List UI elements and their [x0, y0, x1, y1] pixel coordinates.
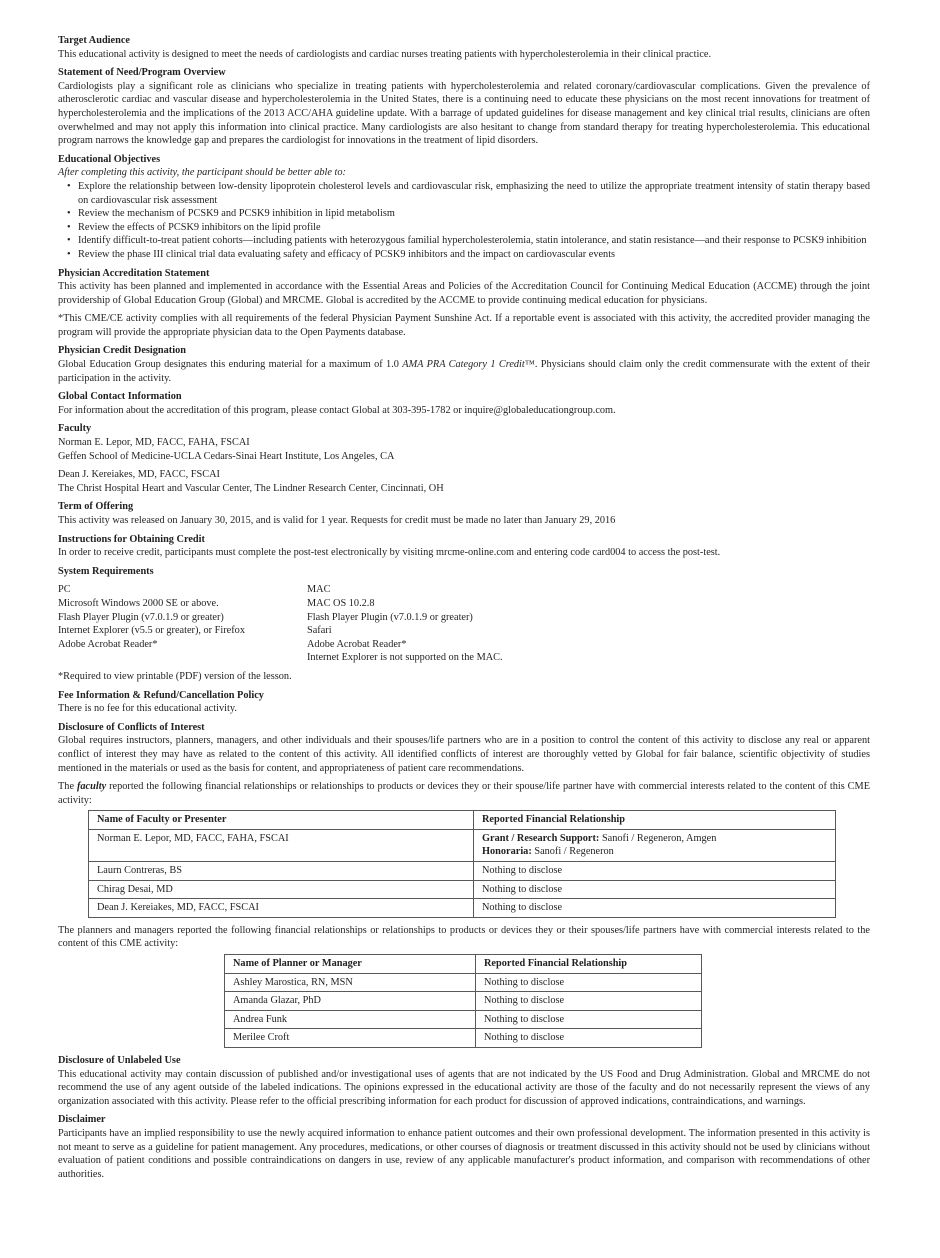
table-header-row: [89, 811, 836, 830]
planner-name-cell: Ashley Marostica, RN, MSN: [225, 973, 476, 992]
section-heading: Term of Offering: [58, 501, 134, 513]
section-sunshine-note: [58, 312, 870, 339]
relationship-cell: Nothing to disclose: [476, 973, 702, 992]
section-faculty: [58, 422, 870, 463]
table-row: [225, 973, 702, 992]
relationship-cell: Nothing to disclose: [474, 880, 836, 899]
planner-name-cell: Merilee Croft: [225, 1029, 476, 1048]
section-heading: Fee Information & Refund/Cancellation Policy: [58, 689, 264, 701]
section-heading: Physician Accreditation Statement: [58, 267, 210, 279]
relationship-cell: [474, 829, 836, 861]
section-unlabeled-use: [58, 1054, 870, 1108]
planner-disclosure-intro: The planners and managers reported the following financial relationships or relationships to products or devices they or their spouses/life partners have with commercial interests related to the content of this CME activity:: [58, 924, 870, 950]
faculty-affiliation: Geffen School of Medicine-UCLA Cedars-Sinai Heart Institute, Los Angeles, CA: [58, 450, 395, 462]
section-body: In order to receive credit, participants must complete the post-test electronically by visiting mrcme-online.com and entering code card004 to access the post-test.: [58, 547, 721, 559]
section-contact: [58, 390, 870, 417]
list-item: • Review the phase III clinical trial data evaluating safety and efficacy of PCSK9 inhibitors and the impact on cardiovascular events: [78, 248, 870, 262]
body-text: The: [58, 781, 77, 793]
table-row: [89, 829, 836, 861]
list-item: • Explore the relationship between low-density lipoprotein cholesterol levels and cardiovascular risk, emphasizing the need to utilize the appropriate treatment intensity of statin therapy based on cardiovascular risk assessment: [78, 180, 870, 207]
section-body: Cardiologists play a significant role as clinicians who specialize in treating patients with hypercholesterolemia and related coronary/cardiovascular complications. Given the prevalence of atherosclerotic cardiac and vascular disease and hypercholesterolemia in the United States, there is a continuing need to educate these physicians on the most recent innovations for treatment of hypercholesterolemia and the implications of the 2013 ACC/AHA guideline update. With a barrage of updated guidelines for disease management and key clinical trial results, clinicians are often overwhelmed and may not apply this information into clinical practice. Many cardiologists are also hesitant to change from standard therapy for treating hypercholesterolemia. This educational program narrows the knowledge gap and prepares the cardiologist for innovations in the treatment of lipid disorders.: [58, 80, 870, 147]
relationship-cell: Nothing to disclose: [476, 992, 702, 1011]
credit-name: AMA PRA Category 1 Credit: [402, 359, 525, 371]
relationship-cell: Nothing to disclose: [476, 1029, 702, 1048]
faculty-name-cell: Laurn Contreras, BS: [89, 862, 474, 881]
section-instructions: [58, 533, 870, 560]
column-header: Reported Financial Relationship: [474, 811, 836, 830]
relationship-line: [482, 832, 827, 846]
section-target-audience: [58, 34, 870, 61]
relationship-label: Honoraria:: [482, 846, 532, 858]
column-header: Name of Faculty or Presenter: [89, 811, 474, 830]
relationship-value: Sanofi / Regeneron, Amgen: [599, 832, 717, 844]
section-heading: Global Contact Information: [58, 391, 182, 403]
requirements-footnote: *Required to view printable (PDF) version of the lesson.: [58, 670, 292, 682]
planner-name-cell: Amanda Glazar, PhD: [225, 992, 476, 1011]
section-conflicts: [58, 721, 870, 775]
requirement-item: Flash Player Plugin (v7.0.1.9 or greater): [58, 611, 224, 623]
section-heading: Educational Objectives: [58, 153, 161, 165]
section-statement-of-need: [58, 66, 870, 148]
faculty-name: Norman E. Lepor, MD, FACC, FAHA, FSCAI: [58, 437, 250, 449]
requirement-item: Microsoft Windows 2000 SE or above.: [58, 597, 219, 609]
section-faculty-2: [58, 468, 870, 495]
list-item: • Identify difficult-to-treat patient cohorts—including patients with heterozygous familial hypercholesterolemia, statin intolerance, and statin resistance—and their response to PCSK9 inhibition: [78, 234, 870, 248]
requirements-columns: [58, 583, 870, 665]
objectives-intro: After completing this activity, the participant should be better able to:: [58, 167, 346, 179]
section-term: [58, 500, 870, 527]
requirement-item: Flash Player Plugin (v7.0.1.9 or greater): [307, 611, 473, 623]
faculty-disclosure-intro: [58, 780, 870, 807]
section-body: This educational activity is designed to meet the needs of cardiologists and cardiac nurses treating patients with hypercholesterolemia in their clinical practice.: [58, 48, 712, 60]
requirement-item: Safari: [307, 625, 332, 637]
section-disclaimer: [58, 1113, 870, 1181]
faculty-name-cell: Chirag Desai, MD: [89, 880, 474, 899]
faculty-name-cell: Dean J. Kereiakes, MD, FACC, FSCAI: [89, 899, 474, 918]
section-heading: Disclosure of Unlabeled Use: [58, 1055, 181, 1066]
body-text: Global Education Group designates this enduring material for a maximum of 1.0: [58, 359, 403, 371]
planner-name-cell: Andrea Funk: [225, 1010, 476, 1029]
section-body: This activity has been planned and implemented in accordance with the Essential Areas and Policies of the Accreditation Council for Continuing Medical Education (ACCME) through the joint providership of Global Education Group (Global) and MRCME. Global is accredited by the ACCME to provide continuing medical education for physicians.: [58, 281, 870, 306]
section-educational-objectives: [58, 153, 870, 262]
relationship-value: Sanofi / Regeneron: [531, 846, 614, 858]
relationship-cell: Nothing to disclose: [476, 1010, 702, 1029]
table-row: [225, 1029, 702, 1048]
planner-disclosure-table: [224, 954, 702, 1048]
section-heading: Faculty: [58, 423, 92, 435]
section-body: This educational activity may contain discussion of published and/or investigational uses of agents that are not indicated by the US Food and Drug Administration. Global and MRCME do not recommend the use of any agent outside of the labeled indications. The opinions expressed in the educational activity are those of the faculty and do not necessarily represent the views of any organization associated with this activity. Please refer to the official prescribing information for each product for discussion of approved indications, contraindications, and warnings.: [58, 1068, 870, 1107]
section-fee: [58, 689, 870, 716]
section-heading: Target Audience: [58, 35, 130, 46]
section-heading: Physician Credit Designation: [58, 345, 186, 357]
section-body: [58, 358, 870, 385]
section-accreditation: [58, 267, 870, 308]
table-row: [89, 880, 836, 899]
table-header-row: [225, 955, 702, 974]
relationship-label: Grant / Research Support:: [482, 832, 600, 844]
sunshine-note: *This CME/CE activity complies with all requirements of the federal Physician Payment Sunshine Act. If a reportable event is associated with this activity, the accredited provider managing the program will provide the appropriate physician data to the Open Payments database.: [58, 313, 870, 338]
section-body: This activity was released on January 30, 2015, and is valid for 1 year. Requests for credit must be made no later than January 29, 2016: [58, 515, 616, 526]
requirement-item: MAC: [307, 584, 331, 596]
table-row: [89, 899, 836, 918]
section-body: For information about the accreditation of this program, please contact Global at 303-395-1782 or inquire@globaleducationgroup.com.: [58, 404, 616, 416]
section-credit-designation: [58, 344, 870, 385]
section-heading: Statement of Need/Program Overview: [58, 67, 226, 79]
body-text: ™. Physicians should claim only the credit commensurate with the extent of their participation in the activity.: [58, 359, 870, 384]
relationship-cell: Nothing to disclose: [474, 862, 836, 881]
relationship-cell: Nothing to disclose: [474, 899, 836, 918]
requirement-item: Internet Explorer is not supported on the MAC.: [307, 652, 503, 664]
section-faculty-disclosure: [58, 780, 870, 918]
requirements-pc: [58, 583, 307, 665]
section-body: There is no fee for this educational activity.: [58, 703, 237, 715]
faculty-name: Dean J. Kereiakes, MD, FACC, FSCAI: [58, 469, 220, 481]
faculty-disclosure-table: [88, 810, 836, 918]
faculty-emphasis: faculty: [76, 781, 107, 793]
section-system-requirements: [58, 565, 870, 665]
section-heading: Instructions for Obtaining Credit: [58, 533, 205, 545]
objectives-list: [58, 180, 870, 262]
section-heading: Disclaimer: [58, 1114, 106, 1126]
section-planner-disclosure: [58, 924, 870, 1048]
column-header: Name of Planner or Manager: [225, 955, 476, 974]
faculty-affiliation: The Christ Hospital Heart and Vascular Center, The Lindner Research Center, Cincinnati, OH: [58, 482, 444, 494]
list-item: • Review the mechanism of PCSK9 and PCSK9 inhibition in lipid metabolism: [78, 207, 870, 221]
section-heading: Disclosure of Conflicts of Interest: [58, 721, 205, 733]
faculty-name-cell: Norman E. Lepor, MD, FACC, FAHA, FSCAI: [89, 829, 474, 861]
requirement-item: PC: [58, 584, 71, 596]
body-text: reported the following financial relationships or relationships to products or devices they or their spouse/life partner have with commercial interests related to the content of this CME activity:: [58, 781, 870, 806]
list-item: • Review the effects of PCSK9 inhibitors on the lipid profile: [78, 221, 870, 235]
requirement-item: Internet Explorer (v5.5 or greater), or Firefox: [58, 625, 245, 637]
table-row: [225, 992, 702, 1011]
requirement-item: Adobe Acrobat Reader*: [307, 638, 407, 650]
section-body: Participants have an implied responsibility to use the newly acquired information to enhance patient outcomes and their own professional development. The information presented in this activity is not meant to serve as a guideline for patient management. Any procedures, medications, or other courses of diagnosis or treatment discussed in this activity should not be used by clinicians without evaluation of patient conditions and possible contraindications on dangers in use, review of any applicable manufacturer's product information, and comparison with recommendations of other authorities.: [58, 1127, 870, 1180]
section-requirements-footnote: [58, 670, 870, 684]
section-heading: System Requirements: [58, 565, 154, 577]
relationship-line: [482, 845, 827, 859]
requirement-item: Adobe Acrobat Reader*: [58, 638, 158, 650]
table-row: [89, 862, 836, 881]
requirement-item: MAC OS 10.2.8: [307, 597, 375, 609]
table-row: [225, 1010, 702, 1029]
section-body: Global requires instructors, planners, managers, and other individuals and their spouses/life partners who are in a position to control the content of this activity to disclose any real or apparent conflict of interest they may have as related to the content of this activity. All identified conflicts of interest are thoroughly vetted by Global for fair balance, scientific objectivity of studies mentioned in the materials or used as the basis for content, and appropriateness of patient care recommendations.: [58, 735, 870, 774]
requirements-mac: [307, 583, 627, 665]
column-header: Reported Financial Relationship: [476, 955, 702, 974]
